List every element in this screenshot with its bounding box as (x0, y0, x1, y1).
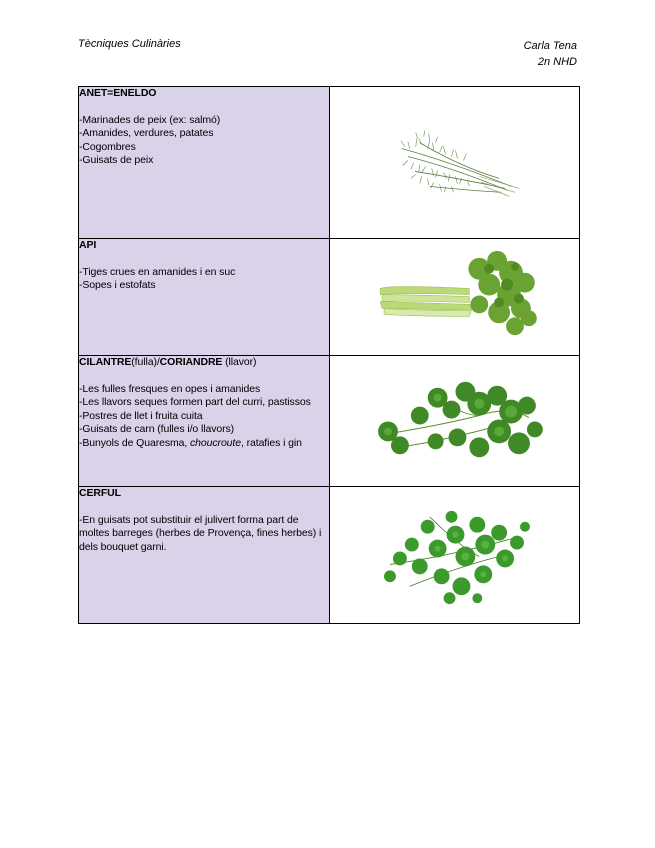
herb-image-cell (330, 239, 580, 356)
herb-use: -Les fulles fresques en opes i amanides (79, 382, 261, 395)
herb-name-leaf: CILANTRE (79, 356, 132, 368)
herb-use: -Tiges crues en amanides i en suc (79, 265, 236, 278)
author-name: Carla Tena (523, 40, 577, 52)
herb-name (79, 356, 329, 370)
herb-image-cell (330, 356, 580, 487)
herb-image-cell (330, 487, 580, 624)
table-row (79, 356, 580, 487)
celery-icon (330, 239, 579, 355)
herb-description (79, 356, 330, 487)
dill-herb-icon (330, 87, 579, 238)
table-row (79, 487, 580, 624)
herb-use: -En guisats pot substituir el julivert forma part de moltes barreges (herbes de Provença, fines herbes) i dels bouquet garni. (79, 513, 322, 553)
herb-name: ANET=ENELDO (79, 87, 157, 99)
author-group: 2n NHD (537, 56, 577, 68)
herb-image-cell (330, 87, 580, 239)
herb-use: -Guisats de peix (79, 154, 154, 166)
herb-use: -Marinades de peix (ex: salmó) (79, 113, 221, 126)
herb-name-seed-note: (llavor) (222, 356, 257, 368)
herb-description (79, 239, 330, 356)
herb-use-italic: choucroute (190, 436, 241, 449)
herb-description (79, 87, 330, 239)
herb-use: -Les llavors seques formen part del curri, pastissos (79, 396, 311, 408)
herb-name-seed: CORIANDRE (159, 356, 223, 368)
author-block (524, 38, 577, 70)
cilantro-icon (330, 356, 579, 486)
herb-use: -Cogombres (79, 140, 136, 153)
course-title: Tècniques Culinàries (78, 38, 181, 50)
herb-use: -Amanides, verdures, patates (79, 127, 214, 139)
herb-name-leaf-note: (fulla)/ (131, 356, 160, 368)
herb-use: -Guisats de carn (fulles i/o llavors) (79, 423, 235, 435)
table-row (79, 87, 580, 239)
herb-use: -Postres de llet i fruita cuita (79, 409, 203, 422)
chervil-icon (330, 487, 579, 623)
herb-use-part: -Bunyols de Quaresma, (79, 436, 191, 449)
herb-name: API (79, 239, 97, 251)
herb-name: CERFUL (79, 487, 121, 499)
herb-use-part: , ratafies i gin (240, 436, 302, 449)
herb-use (79, 437, 329, 451)
herb-use: -Sopes i estofats (79, 279, 156, 291)
herb-description (79, 487, 330, 624)
table-row (79, 239, 580, 356)
herbs-table (78, 86, 580, 624)
